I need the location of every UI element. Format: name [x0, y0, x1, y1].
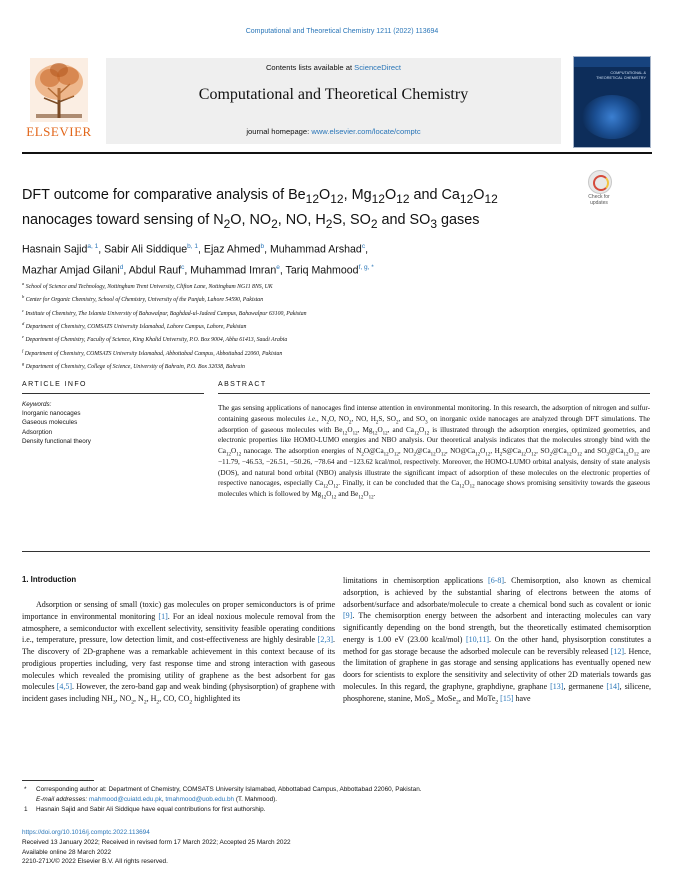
check-updates-label: Check for updates: [588, 194, 610, 206]
reference-link[interactable]: [2,3]: [317, 635, 333, 645]
author-affiliation-ref[interactable]: a, 1: [87, 243, 99, 250]
doi-link[interactable]: https://doi.org/10.1016/j.comptc.2022.113694: [22, 829, 150, 836]
abstract-bottom-rule: [22, 551, 650, 552]
affiliation-item: $^f$ Department of Chemistry, COMSATS University Islamabad, Abbottabad Campus, Abbottabad 22060, Pakistan: [22, 347, 283, 357]
publication-info: [22, 828, 642, 867]
affiliation-item: $^c$ Institute of Chemistry, The Islamia University of Bahawalpur, Baghdad-ul-Jadeed Campus, Bahawalpur 63100, Pakistan: [22, 307, 307, 317]
equal-contribution-note: 1 Hasnain Sajid and Sabir Ali Siddique have equal contributions for first authorship.: [24, 805, 266, 813]
journal-citation[interactable]: Computational and Theoretical Chemistry 1211 (2022) 113694: [245, 28, 439, 35]
author-name[interactable]: Muhammad Arshad: [269, 243, 362, 256]
footnotes: [22, 785, 642, 814]
reference-link[interactable]: [6-8]: [488, 576, 505, 585]
affiliation-item: $^a$ School of Science and Technology, Nottingham Trent University, Clifton Lane, Nottingham NG11 8NS, UK: [22, 281, 273, 290]
affiliation-item: $^b$ Center for Organic Chemistry, School of Chemistry, University of the Punjab, Lahore 54590, Pakistan: [22, 294, 264, 304]
reference-link[interactable]: [15]: [500, 693, 514, 703]
elsevier-logo[interactable]: [22, 58, 96, 140]
reference-link[interactable]: [10,11]: [465, 634, 490, 644]
reference-link[interactable]: [13]: [550, 681, 564, 691]
abstract-text: The gas sensing applications of nanocages find intense attention in environmental monitoring. In this research, the adsorption of nitrogen and sulfur-containing gaseous molecules i.e., $N_2O$, $NO_2$, NO, $H_2S$, $SO_2$, and $SO_3$ on inorganic oxide nanocages are analyzed through DFT simulations. The adsorption of gaseous molecules with $Be_{12}O_{12}$, $Mg_{12}O_{12}$, and $Ca_{12}O_{12}$ is illustrated through the adsorption energies, optimized geometries, and electronic properties like HOMO-LUMO energies and NBO analysis. Our theoretical analysis indicates that the molecules strongly bind with the $Ca_{12}O_{12}$ nanocage. The adsorption energies of $N_2O@Ca_{12}O_{12}$, $NO_2@Ca_{12}O_{12}$, $NO@Ca_{12}O_{12}$, $H_2S@Ca_{12}O_{12}$, $SO_2@Ca_{12}O_{12}$ and $SO_3@Ca_{12}O_{12}$ are −11.79, −46.53, −26.51, −50.26, −78.64 and −123.62 kcal/mol, respectively. Moreover, the HOMO-LUMO orbital analysis, density of state analysis (DOS), and natural bond orbital (NBO) analysis illustrate the significant impact of adsorption of these molecules on the electronic properties of respective nanocages, especially $Ca_{12}O_{12}$. Finally, it can be concluded that the $Ca_{12}O_{12}$ nanocage shows promising sensitivity towards the gaseous molecules which is followed by $Mg_{12}O_{12}$ and $Be_{12}O_{12}$.: [218, 404, 650, 501]
author-name[interactable]: Hasnain Sajid: [22, 243, 88, 256]
contents-line: [106, 63, 561, 72]
author-affiliation-ref[interactable]: c: [181, 263, 185, 271]
sciencedirect-link[interactable]: ScienceDirect: [354, 63, 402, 72]
affiliation-item: $^d$ Department of Chemistry, COMSATS University Islamabad, Lahore Campus, Lahore, Pakistan: [22, 320, 247, 330]
email-note: E-mail addresses: mahmood@cuiatd.edu.pk, tmahmood@uob.edu.bh (T. Mahmood).: [36, 795, 278, 803]
homepage-line: [106, 127, 561, 136]
affiliation-item: $^e$ Department of Chemistry, Faculty of Science, King Khalid University, P.O. Box 9004, Abha 61413, Saudi Arabia: [22, 334, 288, 344]
reference-link[interactable]: [12]: [610, 646, 625, 656]
cover-artwork: [582, 95, 642, 139]
abstract-rule: [218, 393, 650, 394]
email-link[interactable]: mahmood@cuiatd.edu.pk: [88, 795, 162, 803]
author-name[interactable]: Tariq Mahmood: [285, 264, 359, 277]
email-link[interactable]: tmahmood@uob.edu.bh: [165, 795, 235, 803]
author-name[interactable]: Muhammad Imran: [190, 264, 277, 277]
homepage-prefix: journal homepage:: [246, 127, 312, 136]
body-column-right: limitations in chemisorption applications [6-8]. Chemisorption, also known as chemical adsorption, is achieved by the substantial sharing of electrons between the atoms of adsorbent/surface and adsorbate/molecule to create a chemical bond such as covalent or ionic [9]. The chemisorption energy between the adsorbent and interacting molecules can vary significantly depending on the bond strength, but the theoretically estimated chemisorption energy is 1.00 eV (23.00 kcal/mol) [10,11]. On the other hand, physisorption constitutes a method for gas storage because the adsorbed molecule can be reversibly released [12]. Hence, the limitation of graphene in gas storage and sensing applications has eventually opened new doors for scientists to explore the sensitivity and selectivity of other 2D materials towards gas molecules. In this regard, the graphyne, graphdiyne, graphane [13], germanene [14], silicene, phosphorene, stanine, MoS$_2$, MoSe$_2$, and MoTe$_2$ [15] have: [343, 576, 652, 706]
author-affiliation-ref[interactable]: c: [361, 243, 366, 250]
elsevier-tree-icon: [30, 58, 88, 122]
journal-homepage-link[interactable]: www.elsevier.com/locate/comptc: [311, 127, 421, 136]
journal-title: Computational and Theoretical Chemistry: [198, 86, 469, 103]
author-list: Hasnain Sajid$^{a, 1}$, Sabir Ali Siddique$^{b, 1}$, Ejaz Ahmed$^b$, Muhammad Arshad$^c$, Mazhar Amjad Gilani$^d$, Abdul Rauf$^c$, Muhammad Imran$^e$, Tariq Mahmood$^{f, g, *}$: [22, 243, 374, 277]
article-title: DFT outcome for comparative analysis of $Be_{12}O_{12}$, $Mg_{12}O_{12}$ and $Ca_{12}O_{12}$ nanocages toward sensing of $N_2O$, $NO_2$, NO, $H_2S$, $SO_2$ and $SO_3$ gases: [22, 187, 498, 231]
elsevier-wordmark: ELSEVIER: [26, 124, 92, 139]
author-affiliation-ref[interactable]: f, g, *: [358, 263, 374, 271]
affiliation-item: $^g$ Department of Chemistry, College of Science, University of Bahrain, P.O. Box 32038, Bahrain: [22, 360, 245, 370]
check-updates-icon: [588, 170, 612, 194]
keyword-item: Gaseous molecules: [22, 419, 78, 427]
reference-link[interactable]: [14]: [606, 681, 620, 691]
received-dates: Received 13 January 2022; Received in revised form 17 March 2022; Accepted 25 March 2022: [22, 838, 291, 846]
author-name[interactable]: Sabir Ali Siddique: [104, 243, 188, 256]
cover-title: COMPUTATIONAL & THEORETICAL CHEMISTRY: [596, 71, 646, 80]
reference-link[interactable]: [9]: [343, 611, 353, 621]
keyword-item: Inorganic nanocages: [22, 410, 81, 418]
keyword-item: Density functional theory: [22, 437, 91, 445]
copyright: 2210-271X/© 2022 Elsevier B.V. All rights reserved.: [22, 858, 168, 866]
cover-top-band: [574, 57, 650, 67]
reference-link[interactable]: [4,5]: [56, 682, 73, 692]
check-for-updates-button[interactable]: [579, 170, 619, 210]
corresponding-author-note: * Corresponding author at: Department of Chemistry, COMSATS University Islamabad, Abbottabad Campus, Abbottabad 22060, Pakistan.: [24, 786, 422, 793]
journal-cover-image[interactable]: [573, 56, 651, 148]
introduction-heading: 1. Introduction: [22, 575, 77, 584]
author-affiliation-ref[interactable]: e: [276, 263, 280, 271]
abstract-heading: ABSTRACT: [218, 381, 267, 388]
author-name[interactable]: Mazhar Amjad Gilani: [22, 264, 120, 277]
article-info-heading: ARTICLE INFO: [22, 381, 87, 388]
author-name[interactable]: Abdul Rauf: [128, 264, 182, 277]
article-info-rule: [22, 393, 204, 394]
keyword-item: Adsorption: [22, 428, 53, 436]
keywords-block: [22, 400, 204, 446]
author-affiliation-ref[interactable]: d: [119, 263, 124, 271]
body-column-left: Adsorption or sensing of small (toxic) gas molecules on proper semiconductors is of prime importance in environmental monitoring [1]. For an ideal noxious molecule removal from the atmosphere, a semiconductor with excellent selectivity, sensitivity feasible operating conditions i.e., temperature, pressure, low detection limit, and cost-effectiveness are highly desirable [2,3]. The discovery of 2D-graphene was a remarkable achievement in this context because of its prodigious properties including, very fast response time and strong interaction with gaseous molecules which revealed the promising utility of graphene as the best adsorbent for gas molecules [4,5]. However, the zero-band gap and weak binding (physisorption) of graphene with incident gases including $NH_3$, $NO_2$, $N_2$, $H_2$, CO, $CO_2$ highlighted its: [22, 600, 336, 706]
contents-prefix: Contents lists available at: [265, 63, 355, 72]
footnote-rule: [22, 780, 94, 781]
author-name[interactable]: Ejaz Ahmed: [203, 243, 261, 256]
affiliation-list: [22, 279, 642, 372]
keywords-title: Keywords:: [22, 401, 52, 408]
author-affiliation-ref[interactable]: b: [260, 243, 265, 250]
online-date: Available online 28 March 2022: [22, 848, 112, 856]
header-rule: [22, 152, 652, 154]
reference-link[interactable]: [1]: [158, 611, 168, 621]
author-affiliation-ref[interactable]: b, 1: [187, 243, 198, 250]
